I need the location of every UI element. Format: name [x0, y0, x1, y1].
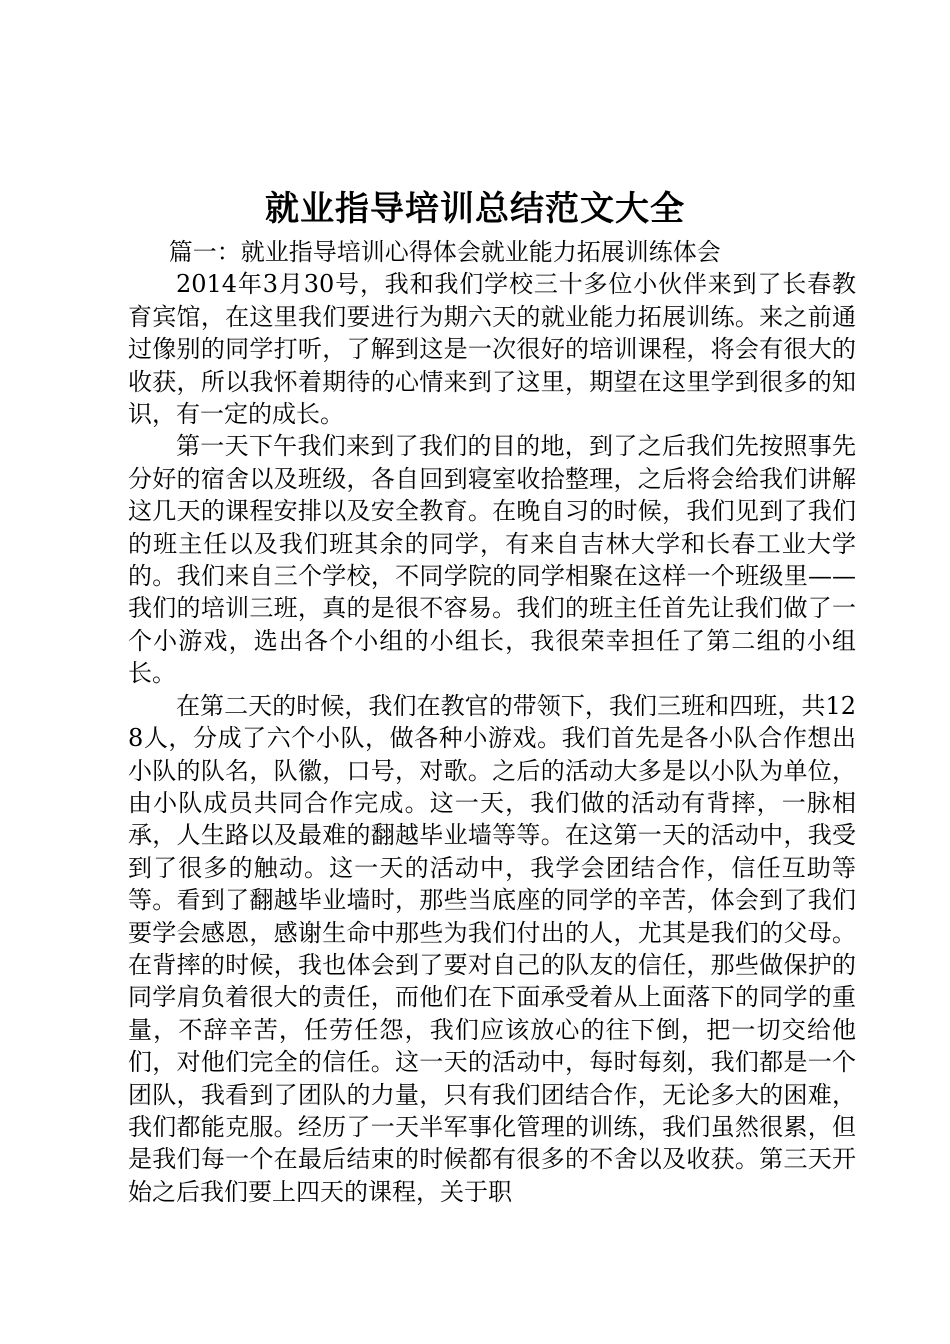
paragraph-1: 2014年3月30号，我和我们学校三十多位小伙伴来到了长春教育宾馆，在这里我们要进行为期六天的就业能力拓展训练。来之前通过像别的同学打听，了解到这是一次很好的培训课程，将会有很大的收获，所以我怀着期待的心情来到了这里，期望在这里学到很多的知识，有一定的成长。: [128, 270, 856, 429]
paragraph-3: 在第二天的时候，我们在教官的带领下，我们三班和四班，共128人，分成了六个小队，做各种小游戏。我们首先是各小队合作想出小队的队名，队徽，口号，对歌。之后的活动大多是以小队为单位，由小队成员共同合作完成。这一天，我们做的活动有背摔，一脉相承，人生路以及最难的翻越毕业墙等等。在这第一天的活动中，我受到了很多的触动。这一天的活动中，我学会团结合作，信任互助等等。看到了翻越毕业墙时，那些当底座的同学的辛苦，体会到了我们要学会感恩，感谢生命中那些为我们付出的人，尤其是我们的父母。在背摔的时候，我也体会到了要对自己的队友的信任，那些做保护的同学肩负着很大的责任，而他们在下面承受着从上面落下的同学的重量，不辞辛苦，任劳任怨，我们应该放心的往下倒，把一切交给他们，对他们完全的信任。这一天的活动中，每时每刻，我们都是一个团队，我看到了团队的力量，只有我们团结合作，无论多大的困难，我们都能克服。经历了一天半军事化管理的训练，我们虽然很累，但是我们每一个在最后结束的时候都有很多的不舍以及收获。第三天开始之后我们要上四天的课程，关于职: [128, 691, 856, 1206]
document-body: [128, 236, 856, 1208]
section-heading: 篇一：就业指导培训心得体会就业能力拓展训练体会: [168, 238, 721, 266]
document-title: 就业指导培训总结范文大全: [265, 189, 685, 229]
paragraph-2: 第一天下午我们来到了我们的目的地，到了之后我们先按照事先分好的宿舍以及班级，各自回到寝室收拾整理，之后将会给我们讲解这几天的课程安排以及安全教育。在晚自习的时候，我们见到了我们的班主任以及我们班其余的同学，有来自吉林大学和长春工业大学的。我们来自三个学校，不同学院的同学相聚在这样一个班级里——我们的培训三班，真的是很不容易。我们的班主任首先让我们做了一个小游戏，选出各个小组的小组长，我很荣幸担任了第二组的小组长。: [128, 432, 856, 688]
